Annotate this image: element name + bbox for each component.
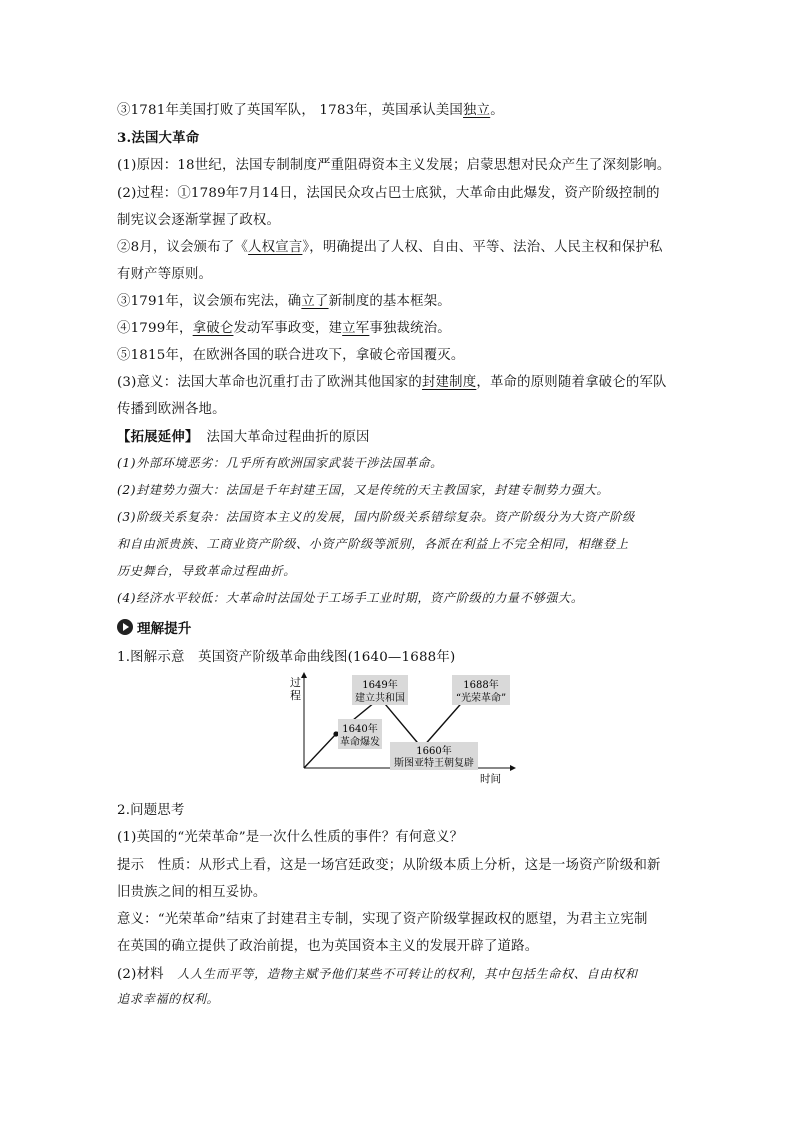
text-segment: (3)意义：法国大革命也沉重打击了欧洲其他国家的 bbox=[117, 375, 422, 390]
text-line-cause: (1)原因：18世纪，法国专制制度严重阻碍资本主义发展；启蒙思想对民众产生了深刻影响。 bbox=[117, 158, 671, 173]
underlined-term: 立军 bbox=[342, 321, 370, 336]
x-axis-label: 时间 bbox=[480, 773, 501, 785]
text-line-meaning-1: 意义：“光荣革命”结束了封建君主专制，实现了资产阶级掌握政权的愿望，为君主立宪制 bbox=[117, 912, 648, 927]
chart-svg bbox=[280, 670, 520, 788]
text-segment: ③1781年美国打败了英国军队， 1783年，英国承认美国 bbox=[117, 103, 464, 118]
text-line-empire-fall: ⑤1815年，在欧洲各国的联合进攻下，拿破仑帝国覆灭。 bbox=[117, 348, 465, 363]
label-1688-year: 1688年 bbox=[463, 680, 499, 691]
text-line-significance-2: 传播到欧洲各地。 bbox=[117, 402, 226, 417]
text-line-constitution bbox=[117, 290, 451, 309]
point-1640 bbox=[333, 731, 338, 736]
text-line-meaning-2: 在英国的确立提供了政治前提，也为英国资本主义的发展开辟了道路。 bbox=[117, 939, 539, 954]
text-line-reason-4: (4)经济水平较低：大革命时法国处于工场手工业时期，资产阶级的力量不够强大。 bbox=[117, 591, 584, 605]
text-line-hint-2: 旧贵族之间的相互妥协。 bbox=[117, 885, 267, 900]
underlined-term: 立了 bbox=[301, 294, 329, 309]
label-1649-year: 1649年 bbox=[362, 680, 398, 691]
heading-french-revolution: 3.法国大革命 bbox=[117, 130, 200, 146]
text-line-diagram-caption: 1.图解示意 英国资产阶级革命曲线图(1640—1688年) bbox=[117, 650, 456, 665]
text-line-declaration bbox=[117, 236, 663, 255]
text-line-material-2: 追求幸福的权利。 bbox=[117, 992, 220, 1006]
y-axis-arrow bbox=[301, 672, 307, 678]
revolution-curve-chart bbox=[280, 670, 520, 788]
section-title: 理解提升 bbox=[137, 621, 192, 637]
label-1688-event: “光荣革命” bbox=[455, 693, 507, 704]
label-1660-event: 斯图亚特王朝复辟 bbox=[394, 758, 474, 769]
material-label: (2)材料 bbox=[117, 967, 178, 982]
label-1649-event: 建立共和国 bbox=[355, 693, 405, 704]
text-segment: 法国大革命过程曲折的原因 bbox=[206, 430, 370, 445]
extension-tag: 【拓展延伸】 bbox=[117, 429, 199, 445]
text-segment: 人人生而平等，造物主赋予他们某些不可转让的权利，其中包括生命权、自由权和 bbox=[177, 967, 638, 981]
text-line-reason-1: (1)外部环境恶劣：几乎所有欧洲国家武装干涉法国革命。 bbox=[117, 456, 443, 470]
text-line-reason-3: (3)阶级关系复杂：法国资本主义的发展，国内阶级关系错综复杂。资产阶级分为大资产阶级 bbox=[117, 510, 635, 524]
text-segment: ④1799年， bbox=[117, 321, 193, 336]
text-line-reason-2: (2)封建势力强大：法国是千年封建王国，又是传统的天主教国家，封建专制势力强大。 bbox=[117, 483, 610, 497]
y-axis-label-2: 程 bbox=[290, 689, 301, 702]
text-line-us-independence bbox=[117, 99, 504, 118]
text-line-material-1 bbox=[117, 963, 638, 982]
text-line-declaration-2: 有财产等原则。 bbox=[117, 267, 213, 282]
text-line-napoleon-coup bbox=[117, 317, 451, 336]
heading-questions: 2.问题思考 bbox=[117, 803, 185, 818]
heading-extension bbox=[117, 426, 370, 445]
text-segment: 新制度的基本框架。 bbox=[328, 294, 451, 309]
x-axis-arrow bbox=[510, 765, 516, 771]
text-line-hint-1: 提示 性质：从形式上看，这是一场宫廷政变；从阶级本质上分析，这是一场资产阶级和新 bbox=[117, 858, 661, 873]
underlined-term: 封建制度 bbox=[421, 375, 477, 390]
text-line-significance bbox=[117, 371, 667, 390]
text-line-reason-3b: 和自由派贵族、工商业资产阶级、小资产阶级等派别，各派在利益上不完全相同，相继登上 bbox=[117, 537, 629, 551]
text-line-reason-3c: 历史舞台，导致革命过程曲折。 bbox=[117, 564, 297, 578]
text-segment: 。 bbox=[490, 103, 504, 118]
label-1640-year: 1640年 bbox=[342, 724, 378, 735]
label-1640-event: 革命爆发 bbox=[340, 737, 380, 748]
text-segment: ，革命的原则随着拿破仑的军队 bbox=[476, 375, 667, 390]
text-segment: ②8月，议会颁布了《 bbox=[117, 240, 249, 255]
play-icon bbox=[117, 619, 133, 635]
text-line-question-1: (1)英国的“光荣革命”是一次什么性质的事件？有何意义？ bbox=[117, 830, 464, 845]
text-segment: 》，明确提出了人权、自由、平等、法治、人民主权和保护私 bbox=[302, 240, 663, 255]
underlined-term: 独立 bbox=[463, 103, 491, 118]
text-segment: 事独裁统治。 bbox=[369, 321, 451, 336]
text-segment: 发动军事政变，建 bbox=[233, 321, 343, 336]
underlined-term: 拿破仑 bbox=[192, 321, 234, 336]
text-segment: ③1791年，议会颁布宪法，确 bbox=[117, 294, 302, 309]
label-1660-year: 1660年 bbox=[416, 746, 452, 757]
text-line-process-2: 制宪议会逐渐掌握了政权。 bbox=[117, 213, 281, 228]
underlined-term: 人权宣言 bbox=[248, 240, 303, 255]
y-axis-label-1: 过 bbox=[290, 676, 301, 689]
section-understanding bbox=[117, 617, 191, 637]
text-line-process-1: (2)过程：①1789年7月14日，法国民众攻占巴士底狱，大革命由此爆发，资产阶级控制的 bbox=[117, 186, 660, 201]
